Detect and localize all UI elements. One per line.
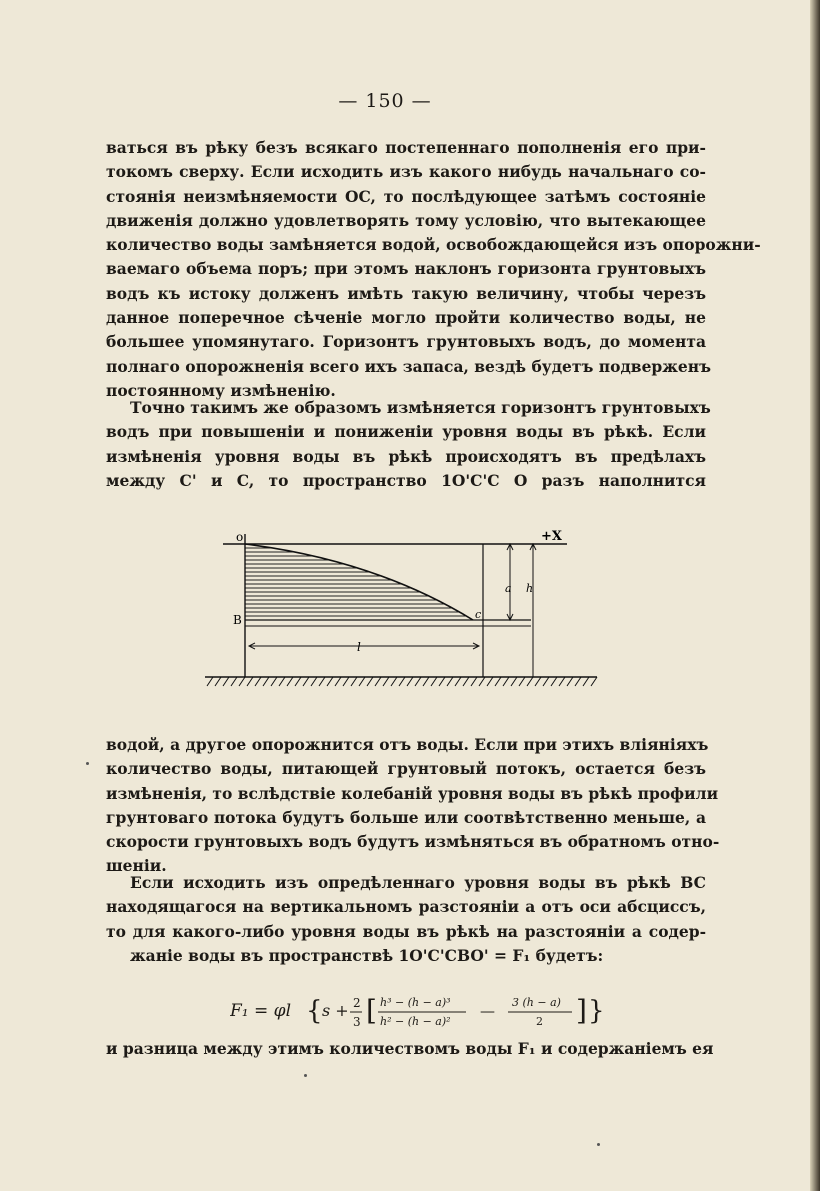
text-line: Точно такимъ же образомъ измѣняется горизонтъ грунтовыхъ bbox=[130, 398, 711, 417]
text-line: и разница между этимъ количествомъ воды F₁ и содержаніемъ ея bbox=[106, 1039, 714, 1058]
print-speck bbox=[597, 1143, 600, 1146]
text-line: измѣненія, то вслѣдствіе колебаній уровня воды въ рѣкѣ профили bbox=[106, 783, 719, 803]
text-line: между C' и C, то пространство 1O'C'C O разъ наполнится bbox=[106, 470, 706, 490]
text-line: Если исходить изъ опредѣленнаго уровня воды въ рѣкѣ BC bbox=[130, 873, 706, 892]
text-line: водъ при повышеніи и пониженіи уровня воды въ рѣкѣ. Если bbox=[106, 422, 706, 442]
label-b: B bbox=[233, 613, 242, 627]
text-line: скорости грунтовыхъ водъ будутъ измѣняться въ обратномъ отно- bbox=[106, 832, 720, 852]
paragraph-1 bbox=[106, 136, 761, 403]
text-line: водъ къ истоку долженъ имѣть такую величину, чтобы черезъ bbox=[106, 283, 706, 303]
formula-f1 bbox=[230, 986, 700, 1036]
ground-hatching bbox=[207, 677, 597, 686]
formula-lhs: F₁ = φl bbox=[230, 1001, 292, 1021]
text-line: измѣненія уровня воды въ рѣкѣ происходятъ въ предѣлахъ bbox=[106, 446, 706, 466]
formula-bracket-right: ] bbox=[576, 994, 587, 1027]
formula-s-term: s + bbox=[322, 1001, 349, 1020]
text-line: находящагося на вертикальномъ разстояніи a отъ оси абсциссъ, bbox=[106, 897, 706, 917]
text-line: стоянія неизмѣняемости OC, то послѣдующее затѣмъ состояніе bbox=[106, 186, 706, 206]
frac3-den: 2 bbox=[536, 1015, 543, 1028]
text-line: ваться въ рѣку безъ всякаго постепеннаго пополненія его при- bbox=[106, 138, 706, 157]
paragraph-3 bbox=[106, 733, 720, 879]
label-a: a bbox=[505, 582, 512, 595]
frac3-num: 3 (h − a) bbox=[512, 996, 561, 1009]
frac2-den: h² − (h − a)² bbox=[380, 1015, 451, 1028]
text-line: количество воды замѣняется водой, освобождающейся изъ опорожни- bbox=[106, 235, 761, 255]
formula-brace-left: { bbox=[306, 996, 323, 1026]
page-number: — 150 — bbox=[338, 90, 432, 112]
text-line: ваемаго объема поръ; при этомъ наклонъ горизонта грунтовыхъ bbox=[106, 259, 706, 279]
text-line: полнаго опорожненія всего ихъ запаса, вездѣ будетъ подверженъ bbox=[106, 356, 712, 376]
hatched-water-region bbox=[245, 548, 505, 616]
water-table-curve bbox=[245, 544, 473, 620]
text-line: грунтоваго потока будутъ больше или соотвѣтственно меньше, а bbox=[106, 807, 706, 827]
label-o: o bbox=[236, 530, 244, 544]
frac2-num: h³ − (h − a)³ bbox=[380, 996, 451, 1009]
label-l: l bbox=[357, 640, 361, 654]
print-speck bbox=[304, 1074, 307, 1077]
label-c: c bbox=[475, 608, 482, 621]
text-line: токомъ сверху. Если исходить изъ какого нибудь начальнаго со- bbox=[106, 162, 706, 182]
frac1-num: 2 bbox=[353, 996, 361, 1010]
groundwater-profile-diagram bbox=[205, 520, 605, 695]
page-edge-shadow bbox=[810, 0, 820, 1191]
text-line: количество воды, питающей грунтовый потокъ, остается безъ bbox=[106, 759, 706, 779]
text-line: то для какого-либо уровня воды въ рѣкѣ на разстояніи a содер- bbox=[106, 921, 706, 941]
text-line: водой, а другое опорожнится отъ воды. Если при этихъ вліяніяхъ bbox=[106, 735, 709, 754]
paragraph-4 bbox=[106, 871, 706, 968]
label-x: +X bbox=[541, 529, 562, 544]
text-line: большее упомянутаго. Горизонтъ грунтовыхъ водъ, до момента bbox=[106, 332, 706, 352]
formula-bracket-left: [ bbox=[366, 994, 377, 1027]
text-line: шеніи. bbox=[106, 856, 167, 876]
label-h: h bbox=[526, 582, 534, 595]
frac1-den: 3 bbox=[353, 1015, 361, 1029]
formula-minus: — bbox=[480, 1002, 495, 1020]
text-line: движенія должно удовлетворять тому условію, что вытекающее bbox=[106, 210, 706, 230]
paragraph-5 bbox=[106, 1037, 714, 1061]
formula-brace-right: } bbox=[588, 996, 605, 1026]
text-line: жаніе воды въ пространствѣ 1O'C'CBO' = F₁ будетъ: bbox=[130, 945, 604, 965]
text-line: постоянному измѣненію. bbox=[106, 380, 336, 400]
paragraph-2 bbox=[106, 396, 711, 493]
text-line: данное поперечное сѣченіе могло пройти количество воды, не bbox=[106, 308, 706, 328]
print-speck bbox=[86, 762, 89, 765]
